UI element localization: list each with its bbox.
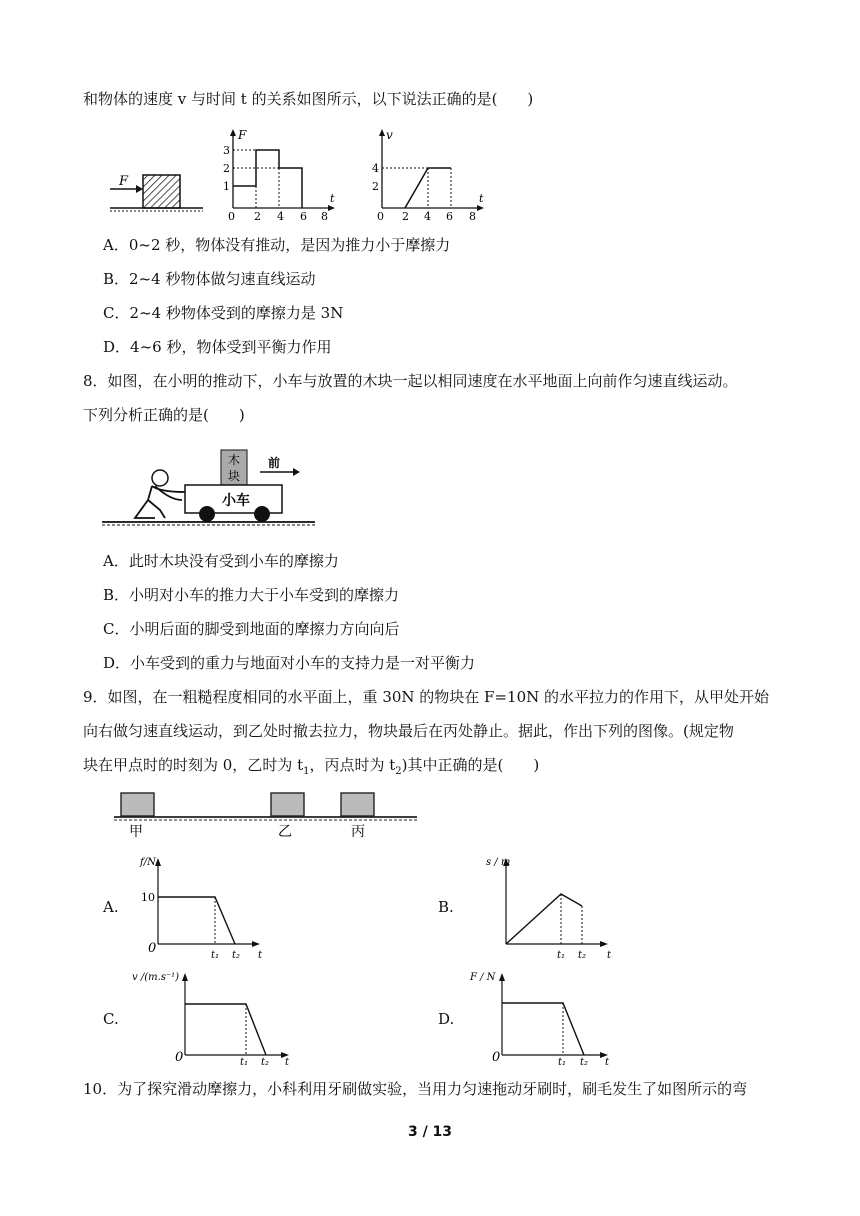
q7-v-axis: v [386, 128, 393, 142]
q9-c-x-axis: t [285, 1057, 290, 1068]
q7-f-x-axis: t [330, 192, 335, 205]
q7-f-tick: 2 [223, 162, 230, 175]
q7-v-xtick: 8 [469, 210, 476, 223]
q7-f-tick: 3 [223, 144, 230, 157]
page-number: 3 / 13 [407, 1124, 453, 1140]
q7-f-xtick: 2 [254, 210, 261, 223]
q9-d-y-axis: F / N [470, 972, 496, 983]
q9-graph-d [460, 965, 620, 1069]
q7-force-time-graph [220, 126, 340, 221]
q7-option-b: B．2~4 秒物体做匀速直线运动 [103, 270, 316, 288]
q9-stem-line2: 向右做匀速直线运动，到乙处时撤去拉力，物块最后在丙处静止。据此，作出下列的图像。(规定物 [83, 722, 734, 740]
q9-d-t2: t₂ [580, 1057, 589, 1068]
q8-option-a: A．此时木块没有受到小车的摩擦力 [103, 552, 339, 570]
q9-graph-c [130, 965, 300, 1069]
q7-v-xtick: 2 [402, 210, 409, 223]
q9-label-b: B. [438, 898, 454, 916]
q7-option-c: C．2~4 秒物体受到的摩擦力是 3N [103, 304, 344, 322]
q9-graph-b [486, 854, 620, 962]
q9-d-x-axis: t [605, 1057, 610, 1068]
q7-v-tick: 4 [372, 162, 379, 175]
q9-c-y-axis: v /(m.s⁻¹) [132, 972, 180, 983]
q9-a-origin: 0 [148, 941, 157, 956]
q7-f-axis: F [238, 128, 247, 142]
q8-direction-label: 前 [268, 456, 281, 470]
q9-a-t2: t₂ [232, 950, 241, 961]
q9-label-a: A. [103, 898, 119, 916]
q9-b-x-axis: t [607, 950, 612, 961]
q8-stem-line2: 下列分析正确的是( ) [83, 406, 245, 424]
q7-stem: 和物体的速度 v 与时间 t 的关系如图所示，以下说法正确的是( ) [83, 90, 534, 108]
q10-stem: 10．为了探究滑动摩擦力，小科利用牙刷做实验，当用力匀速拖动牙刷时，刷毛发生了如图所示的弯 [83, 1080, 748, 1098]
q9-b-t2: t₂ [578, 950, 587, 961]
q7-f-xtick: 0 [228, 210, 235, 223]
q7-f-xtick: 6 [300, 210, 307, 223]
q9-c-t2: t₂ [261, 1057, 270, 1068]
q7-v-x-axis: t [479, 192, 484, 205]
q8-option-d: D．小车受到的重力与地面对小车的支持力是一对平衡力 [103, 654, 476, 672]
q9-d-t1: t₁ [558, 1057, 567, 1068]
q9-stem-line1: 9．如图，在一粗糙程度相同的水平面上，重 30N 的物块在 F=10N 的水平拉力的作用下，从甲处开始 [83, 688, 770, 706]
q8-option-b: B．小明对小车的推力大于小车受到的摩擦力 [103, 586, 400, 604]
q9-track-figure [112, 788, 422, 838]
q7-f-xtick: 8 [321, 210, 328, 223]
q9-label-d: D. [438, 1010, 455, 1028]
q8-cart-figure [100, 440, 320, 536]
q7-v-xtick: 0 [377, 210, 384, 223]
q8-block-label: 木 [228, 453, 241, 467]
q7-force-label: F [119, 174, 129, 189]
q9-graph-a [138, 854, 273, 962]
q7-f-tick: 1 [223, 180, 230, 193]
q7-velocity-time-graph [366, 126, 491, 221]
q7-push-figure [105, 168, 205, 216]
q9-c-t1: t₁ [240, 1057, 249, 1068]
q9-position-yi: 乙 [278, 824, 292, 840]
q9-a-t1: t₁ [211, 950, 220, 961]
q9-b-t1: t₁ [557, 950, 566, 961]
q7-v-tick: 2 [372, 180, 379, 193]
q7-v-xtick: 6 [446, 210, 453, 223]
q9-position-bing: 丙 [351, 824, 365, 840]
q9-position-jia: 甲 [129, 824, 143, 840]
q9-a-x-axis: t [258, 950, 263, 961]
q8-block-label: 块 [228, 469, 241, 483]
q9-c-origin: 0 [175, 1050, 184, 1065]
q9-a-y-tick: 10 [141, 891, 155, 904]
q9-stem-line3: 块在甲点时的时刻为 0，乙时为 $t_1$，丙点时为 $t_2$)其中正确的是( ) [83, 756, 540, 777]
q9-a-y-axis: f/N [140, 857, 156, 868]
q8-car-label: 小车 [222, 493, 250, 509]
q7-f-xtick: 4 [277, 210, 284, 223]
q7-option-a: A．0~2 秒，物体没有推动，是因为推力小于摩擦力 [103, 236, 451, 254]
q7-option-d: D．4~6 秒，物体受到平衡力作用 [103, 338, 332, 356]
q8-option-c: C．小明后面的脚受到地面的摩擦力方向向后 [103, 620, 400, 638]
q9-b-y-axis: s / m [486, 857, 511, 868]
q8-stem-line1: 8．如图，在小明的推动下，小车与放置的木块一起以相同速度在水平地面上向前作匀速直线运动。 [83, 372, 738, 390]
q7-v-xtick: 4 [424, 210, 431, 223]
q9-d-origin: 0 [492, 1050, 501, 1065]
q9-label-c: C. [103, 1010, 119, 1028]
